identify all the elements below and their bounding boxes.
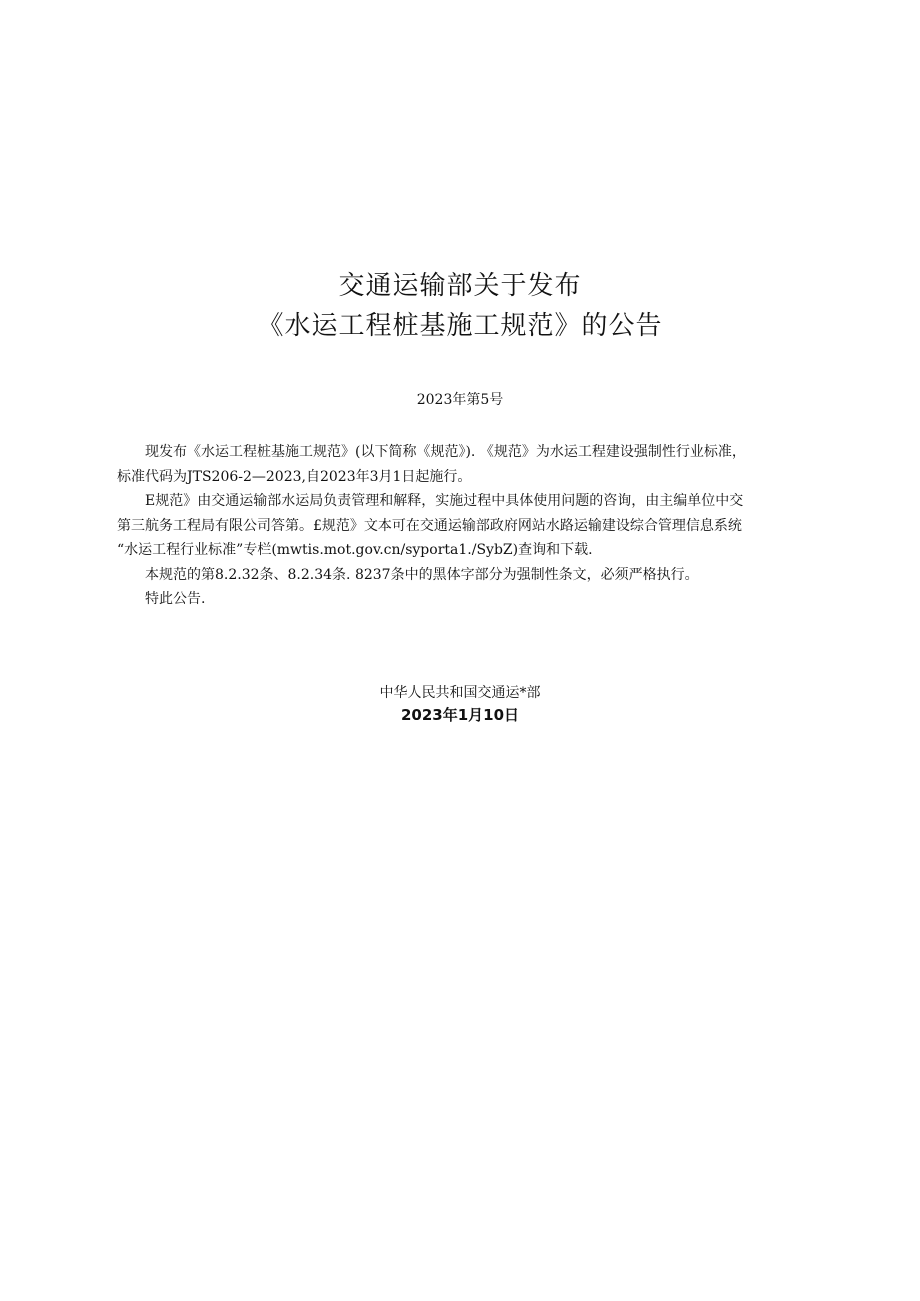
paragraph-management	[117, 489, 807, 563]
paragraph-line: E规范》由交通运输部水运局负责管理和解释，实施过程中具体使用问题的咨询，由主编单位中交	[145, 493, 744, 509]
paragraph-line: 本规范的第8.2.32条、8.2.34条. 8237条中的黑体字部分为强制性条文，必须严格执行。	[145, 566, 699, 583]
document-number: 2023年第5号	[416, 392, 504, 408]
paragraph-line: 现发布《水运工程桩基施工规范》(以下简称《规范》). 《规范》为水运工程建设强制性行业标准，	[145, 444, 746, 460]
issuing-organization: 中华人民共和国交通运*部	[379, 685, 541, 701]
issue-date: 2023年1月10日	[400, 706, 520, 724]
announcement-title-line-1: 交通运输部关于发布	[338, 271, 582, 301]
signature-block	[0, 682, 920, 726]
paragraph-closing	[117, 587, 807, 612]
paragraph-mandatory-clauses	[117, 563, 807, 588]
announcement-title-line-2: 《水运工程桩基施工规范》的公告	[257, 311, 663, 341]
paragraph-line: 第三航务工程局有限公司答第。£规范》文本可在交通运输部政府网站水路运输建设综合管理信息系统	[117, 517, 742, 534]
announcement-body	[117, 440, 807, 612]
paragraph-publish	[117, 440, 807, 489]
paragraph-line: “水运工程行业标准”专栏(mwtis.mot.gov.cn/syporta1./SybZ)查询和下载.	[117, 542, 593, 558]
paragraph-line: 特此公告.	[145, 591, 206, 607]
paragraph-line: 标准代码为JTS206-2—2023,自2023年3月1日起施行。	[117, 468, 472, 485]
